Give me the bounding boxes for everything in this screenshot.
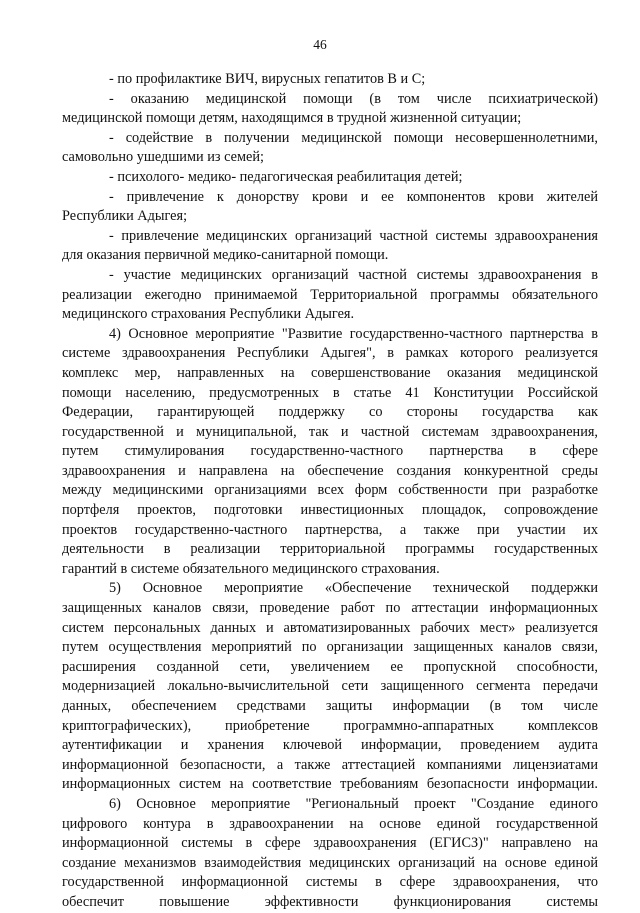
text-line: информационной системы в сфере здравоохранения (ЕГИСЗ)" направлено на (62, 835, 598, 852)
text-line: - оказанию медицинской помощи (в том числе психиатрической) (109, 90, 598, 107)
text-line: - по профилактике ВИЧ, вирусных гепатитов В и С; (109, 71, 426, 87)
text-line: государственной и муниципальной, так и частной системам здравоохранения, (62, 423, 598, 440)
text-line: 5) Основное мероприятие «Обеспечение технической поддержки (109, 580, 598, 597)
text-line: Республики Адыгея; (62, 208, 188, 225)
text-line: информационной безопасности, а также аттестацией компаниями лицензиатами (62, 756, 598, 773)
text-line: помощи населению, предусмотренных в статье 41 Конституции Российской (62, 384, 598, 401)
text-line: - привлечение медицинских организаций частной системы здравоохранения (109, 227, 598, 244)
text-line: для оказания первичной медико-санитарной помощи. (62, 247, 389, 264)
text-line: 6) Основное мероприятие "Региональный проект "Создание единого (109, 795, 598, 812)
text-line: цифрового контура в здравоохранении на основе единой государственной (62, 815, 598, 832)
text-line: данных, обеспечением средствами защиты информации (в том числе (62, 698, 598, 714)
text-line: между медицинскими организациями всех форм собственности при разработке (62, 482, 598, 499)
text-line: - содействие в получении медицинской помощи несовершеннолетними, (109, 129, 598, 146)
text-line: создание механизмов взаимодействия медицинских организаций на основе единой (62, 854, 598, 871)
text-line: деятельности в реализации территориальной программы государственных (62, 541, 598, 558)
text-line: - психолого- медико- педагогическая реабилитация детей; (109, 168, 463, 185)
text-line: информационных систем на соответствие требованиям безопасности информации. (62, 776, 598, 793)
text-line: Федерации, гарантирующей поддержку со стороны государства как (62, 404, 598, 421)
text-line: комплекс мер, направленных на совершенствование оказания медицинской (62, 364, 598, 381)
text-line: путем стимулирования государственно-частного партнерства в сфере (62, 443, 598, 460)
text-line: портфеля проектов, подготовки инвестиционных площадок, сопровождение (62, 502, 598, 519)
text-line: расширения созданной сети, увеличением ее пропускной способности, (62, 658, 598, 675)
text-line: аутентификации и хранения ключевой информации, проведением аудита (62, 737, 598, 754)
text-line: - участие медицинских организаций частной системы здравоохранения в (109, 266, 598, 283)
text-line: модернизацией локально-вычислительной сети защищенного сегмента передачи (62, 678, 598, 695)
text-line: самовольно ушедшими из семей; (62, 149, 264, 166)
text-line: защищенных каналов связи, проведение работ по аттестации информационных (62, 600, 598, 617)
text-line: здравоохранения и направлена на обеспечение создания конкурентной среды (62, 462, 598, 479)
text-line: - привлечение к донорству крови и ее компонентов крови жителей (109, 188, 598, 205)
text-line: криптографических), приобретение программно-аппаратных комплексов (62, 717, 598, 734)
page-number: 46 (313, 37, 327, 52)
text-line: систем персональных данных и автоматизированных рабочих мест» реализуется (62, 619, 598, 636)
text-line: путем осуществления мероприятий по организации защищенных каналов связи, (62, 639, 598, 656)
text-line: обеспечит повышение эффективности функционирования системы (62, 893, 598, 910)
text-line: государственной информационной системы в сфере здравоохранения, что (62, 874, 598, 891)
body-text (62, 70, 598, 913)
text-line: 4) Основное мероприятие "Развитие государственно-частного партнерства в (109, 325, 598, 342)
text-line: медицинской помощи детям, находящимся в трудной жизненной ситуации; (62, 110, 522, 127)
text-line: системе здравоохранения Республики Адыгея", в рамках которого реализуется (62, 345, 598, 362)
text-line: гарантий в системе обязательного медицинского страхования. (62, 560, 440, 577)
text-line: проектов государственно-частного партнерства, а также при участии их (62, 521, 598, 538)
text-line: медицинского страхования Республики Адыгея. (62, 306, 355, 323)
text-line: реализации ежегодно принимаемой Территориальной программы обязательного (62, 286, 598, 303)
